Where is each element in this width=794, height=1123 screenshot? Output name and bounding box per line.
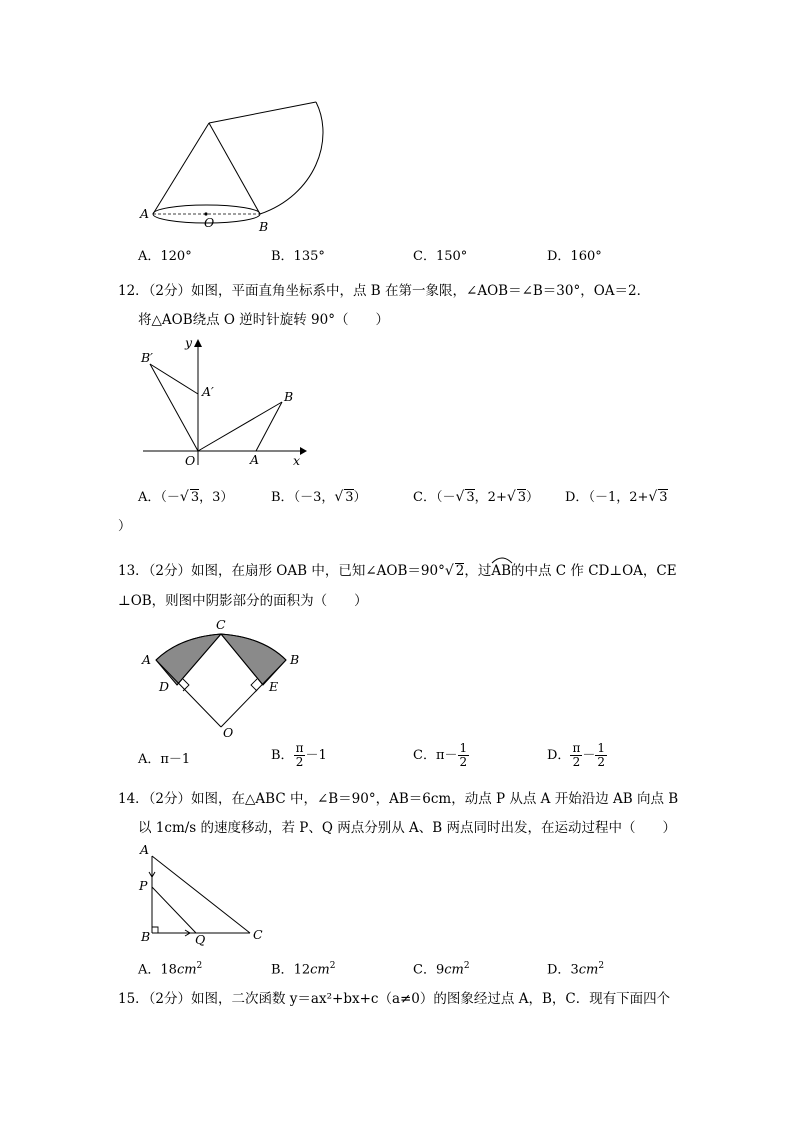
q13-option-b: B． $\frac{\pi}{2}$ －1 [271,741,327,769]
label-o: O [185,453,196,468]
triangle-moving-points-figure [135,840,275,950]
q14-option-b: B．$12cm^2$ [271,961,336,978]
q12-stem-line1: 12．（2分）如图，平面直角坐标系中，点 B 在第一象限，∠AOB＝∠B＝30°，OA＝2． [118,283,651,299]
label-o: O [204,215,215,230]
q12-option-a: A．（－√ 3，3） [138,489,234,505]
q12-option-b: B．（－3，√ 3） [271,489,367,505]
q14-stem-line2: 以 1cm/s 的速度移动，若 P、Q 两点分别从 A、B 两点同时出发，在运动过程中（ ） [138,820,676,836]
segment-ob-prime [150,364,198,451]
label-b: B [141,929,151,944]
x-axis-arrow [300,447,307,455]
q13-option-a: A．π－1 [138,752,191,767]
segment-pq [152,887,196,933]
sector-radius [209,102,316,123]
cone-right-side [209,123,260,214]
label-a: A [140,206,150,221]
label-c: C [216,617,226,632]
right-angle-e [251,679,257,691]
label-c: C [253,927,263,942]
label-o: O [223,725,234,740]
shaded-region-right [221,634,286,685]
label-b: B [259,219,269,234]
sector-shaded-figure [135,615,315,745]
q11-option-b: B．135° [271,249,325,264]
label-a: A [142,652,152,667]
label-a-prime: A′ [202,384,214,399]
q11-option-d: D．160° [547,249,602,264]
q14-option-a: A．$18cm^2$ [138,961,203,978]
q12-stem-line2: 将△AOB绕点 O 逆时针旋转 90°（ ） [138,312,389,328]
arc-ab-label: AB [491,563,512,579]
q12-option-c: C．（－√ 3，2+√ 3） [413,489,540,505]
label-b: B [290,652,300,667]
label-x: x [293,453,301,468]
sector-arc [260,102,323,214]
q13-option-c: C．π－ $\frac{1}{2}$ [413,741,468,769]
label-b: B [284,389,294,404]
right-angle-b [152,927,158,933]
label-d: D [159,679,170,694]
label-a: A [250,452,260,467]
label-q: Q [195,932,206,947]
q15-stem-line1: 15．（2分）如图，二次函数 y＝ax²+bx+c（a≠0）的图象经过点 A，B，C．现有下面四个 [118,991,671,1007]
y-axis-arrow [194,339,202,347]
label-a: A [140,842,150,857]
q12-option-wrap: ） [118,519,132,534]
q13-stem-line1: 13．（2分）如图，在扇形 OAB 中，已知∠AOB＝90°√ 2，过 AB的中点 C 作 CD⊥OA，CE [118,558,677,580]
label-p: P [139,878,148,893]
q14-stem-line1: 14．（2分）如图，在△ABC 中，∠B＝90°，AB＝6cm，动点 P 从点 A 开始沿边 AB 向点 B [118,791,679,807]
label-b-prime: B′ [141,350,154,365]
cone-left-side [153,123,209,214]
cone-sector-figure [130,95,360,240]
q13-option-d: D． $\frac{\pi}{2}$ － $\frac{1}{2}$ [547,741,605,769]
label-y: y [185,335,193,350]
label-e: E [269,679,279,694]
q13-stem-line2: ⊥OB，则图中阴影部分的面积为（ ） [118,593,368,609]
q14-option-d: D．$3cm^2$ [547,961,605,978]
segment-ab-prime [150,364,198,394]
q11-option-c: C．150° [413,249,468,264]
segment-ac [152,856,250,933]
coordinate-rotation-figure [135,335,315,470]
q14-option-c: C．$9cm^2$ [413,961,470,978]
shaded-region-left [156,634,221,685]
q12-option-d: D．（－1，2+√ 3 [565,489,668,505]
q11-option-a: A．120° [138,249,192,264]
